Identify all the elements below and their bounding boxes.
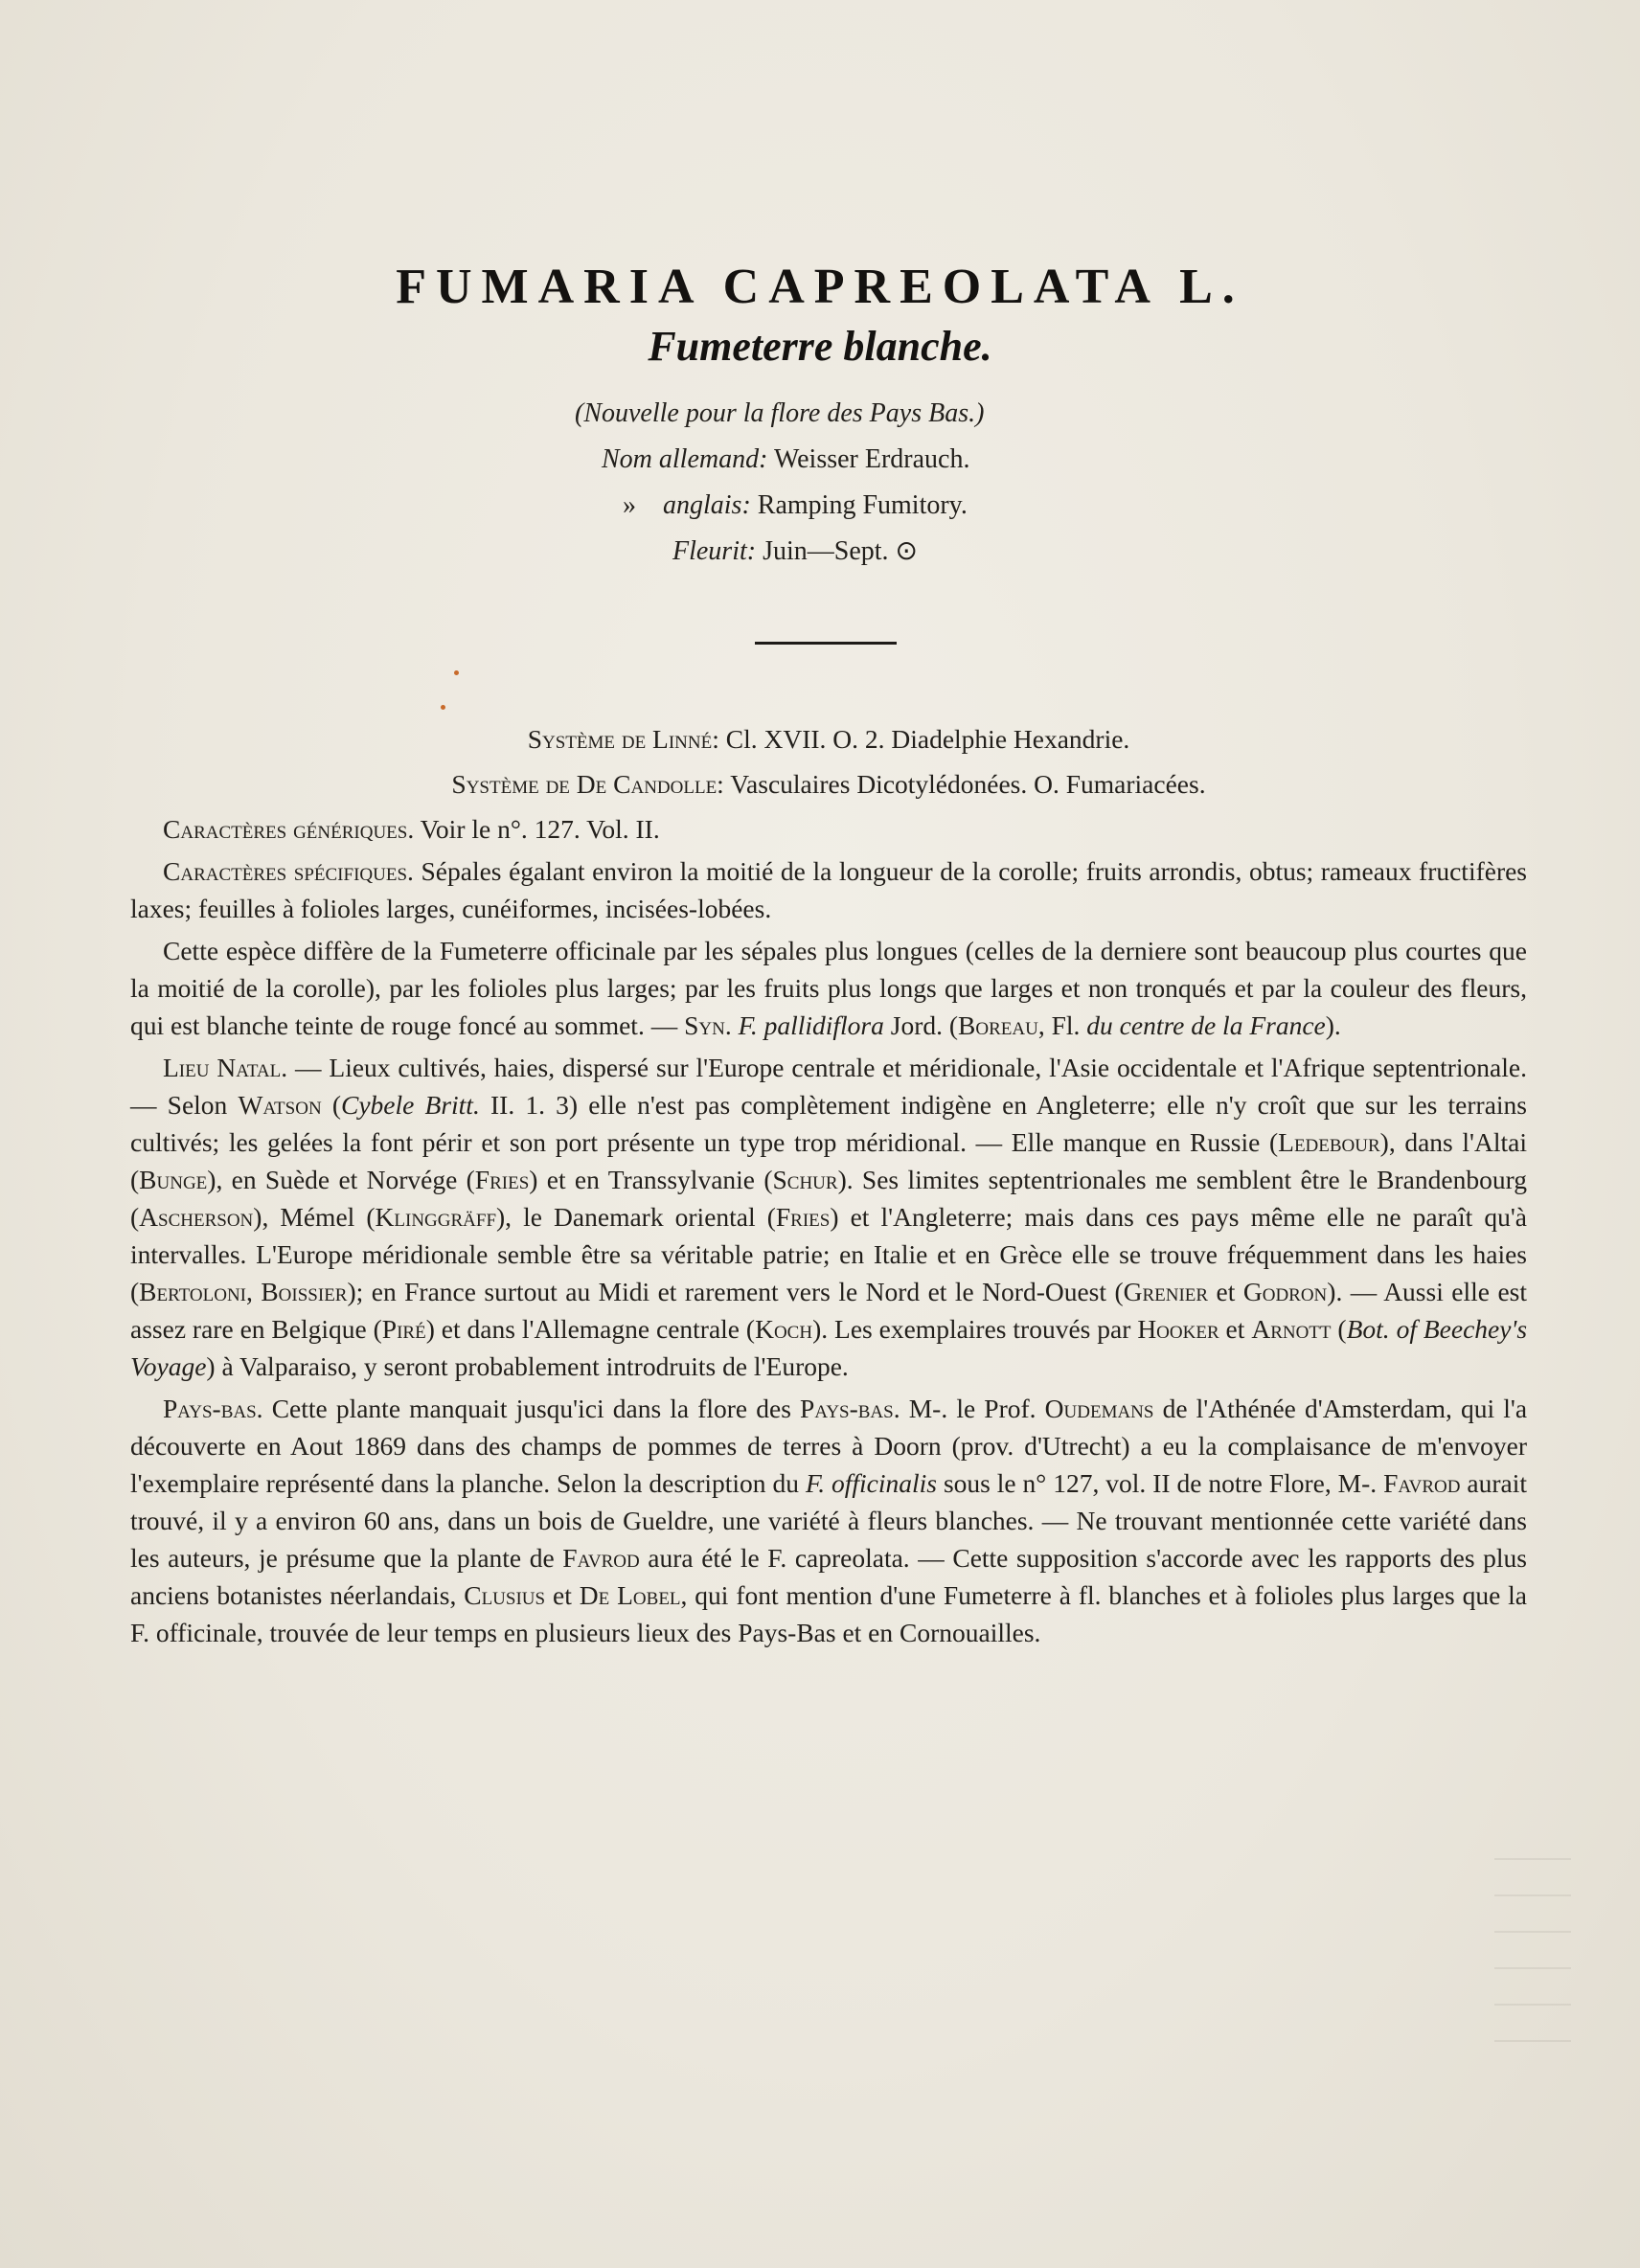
flowering-period: Fleurit: Juin—Sept. ⊙ bbox=[672, 536, 919, 566]
page-subtitle: Fumeterre blanche. bbox=[648, 323, 992, 370]
netherlands-paragraph: Pays-bas. Cette plante manquait jusqu'ici dans la flore des Pays-bas. M-. le Prof. Oudemans de l'Athénée d'Amsterdam, qui l'a découverte en Aout 1869 dans des champs de pommes de terres à Doorn (prov. d'Utrecht) a eu la complaisance de m'envoyer l'exemplaire représenté dans la planche. Selon la description du F. officinalis sous le n° 127, vol. II de notre Flore, M-. Favrod aurait trouvé, il y a environ 60 ans, dans un bois de Gueldre, une variété à fleurs blanches. — Ne trouvant mentionnée cette variété dans les auteurs, je présume que la plante de Favrod aura été le F. capreolata. — Cette supposition s'accorde avec les rapports des plus anciens botanistes néerlandais, Clusius et De Lobel, qui font mention d'une Fumeterre à fl. blanches et à folioles plus larges que la F. officinale, trouvée de leur temps en plusieurs lieux des Pays-Bas et en Cornouailles. bbox=[130, 1394, 1528, 1647]
difference-paragraph: Cette espèce diffère de la Fumeterre officinale par les sépales plus longues (celles de la derniere sont beaucoup plus courtes que la moitié de la corolle), par les folioles plus larges; par les fruits plus longs que larges et non tronqués et par la couleur des fleurs, qui est blanche teinte de rouge foncé au sommet. — Syn. F. pallidiflora Jord. (Boreau, Fl. du centre de la France). bbox=[130, 936, 1527, 1040]
candolle-system: Système de De Candolle: Vasculaires Dicotylédonées. O. Fumariacées. bbox=[451, 769, 1206, 799]
english-name: » anglais: Ramping Fumitory. bbox=[623, 490, 968, 520]
page-title: FUMARIA CAPREOLATA L. bbox=[396, 260, 1244, 314]
species-info bbox=[575, 391, 1150, 575]
specific-characters: Caractères spécifiques. Sépales égalant environ la moitié de la longueur de la corolle; fruits arrondis, obtus; rameaux fructifères laxes; feuilles à folioles larges, cunéiformes, incisées-lobées. bbox=[130, 856, 1528, 923]
ink-speck bbox=[441, 705, 445, 710]
novelty-note: (Nouvelle pour la flore des Pays Bas.) bbox=[575, 398, 985, 428]
bleed-through-texture bbox=[1494, 1858, 1571, 2050]
generic-characters: Caractères génériques. Voir le n°. 127. Vol. II. bbox=[163, 814, 660, 844]
linne-system: Système de Linné: Cl. XVII. O. 2. Diadelphie Hexandrie. bbox=[527, 724, 1130, 754]
description-body bbox=[130, 720, 1527, 1656]
ink-speck bbox=[454, 670, 459, 675]
native-range-paragraph: Lieu Natal. — Lieux cultivés, haies, dispersé sur l'Europe centrale et méridionale, l'Asie occidentale et l'Afrique septentrionale. — Selon Watson (Cybele Britt. II. 1. 3) elle n'est pas complètement indigène en Angleterre; elle n'y croît que sur les terrains cultivés; les gelées la font périr et son port présente un type trop méridional. — Elle manque en Russie (Ledebour), dans l'Altai (Bunge), en Suède et Norvége (Fries) et en Transsylvanie (Schur). Ses limites septentrionales me semblent être le Brandenbourg (Ascherson), Mémel (Klinggräff), le Danemark oriental (Fries) et l'Angleterre; mais dans ces pays même elle ne paraît qu'à intervalles. L'Europe méridionale semble être sa véritable patrie; en Italie et en Grèce elle se trouve fréquemment dans les haies (Bertoloni, Boissier); en France surtout au Midi et rarement vers le Nord et le Nord-Ouest (Grenier et Godron). — Aussi elle est assez rare en Belgique (Piré) et dans l'Allemagne centrale (Koch). Les exemplaires trouvés par Hooker et Arnott (Bot. of Beechey's Voyage) à Valparaiso, y seront probablement introdruits de l'Europe. bbox=[130, 1053, 1528, 1381]
divider-rule bbox=[755, 642, 897, 645]
german-name: Nom allemand: Weisser Erdrauch. bbox=[602, 444, 970, 474]
